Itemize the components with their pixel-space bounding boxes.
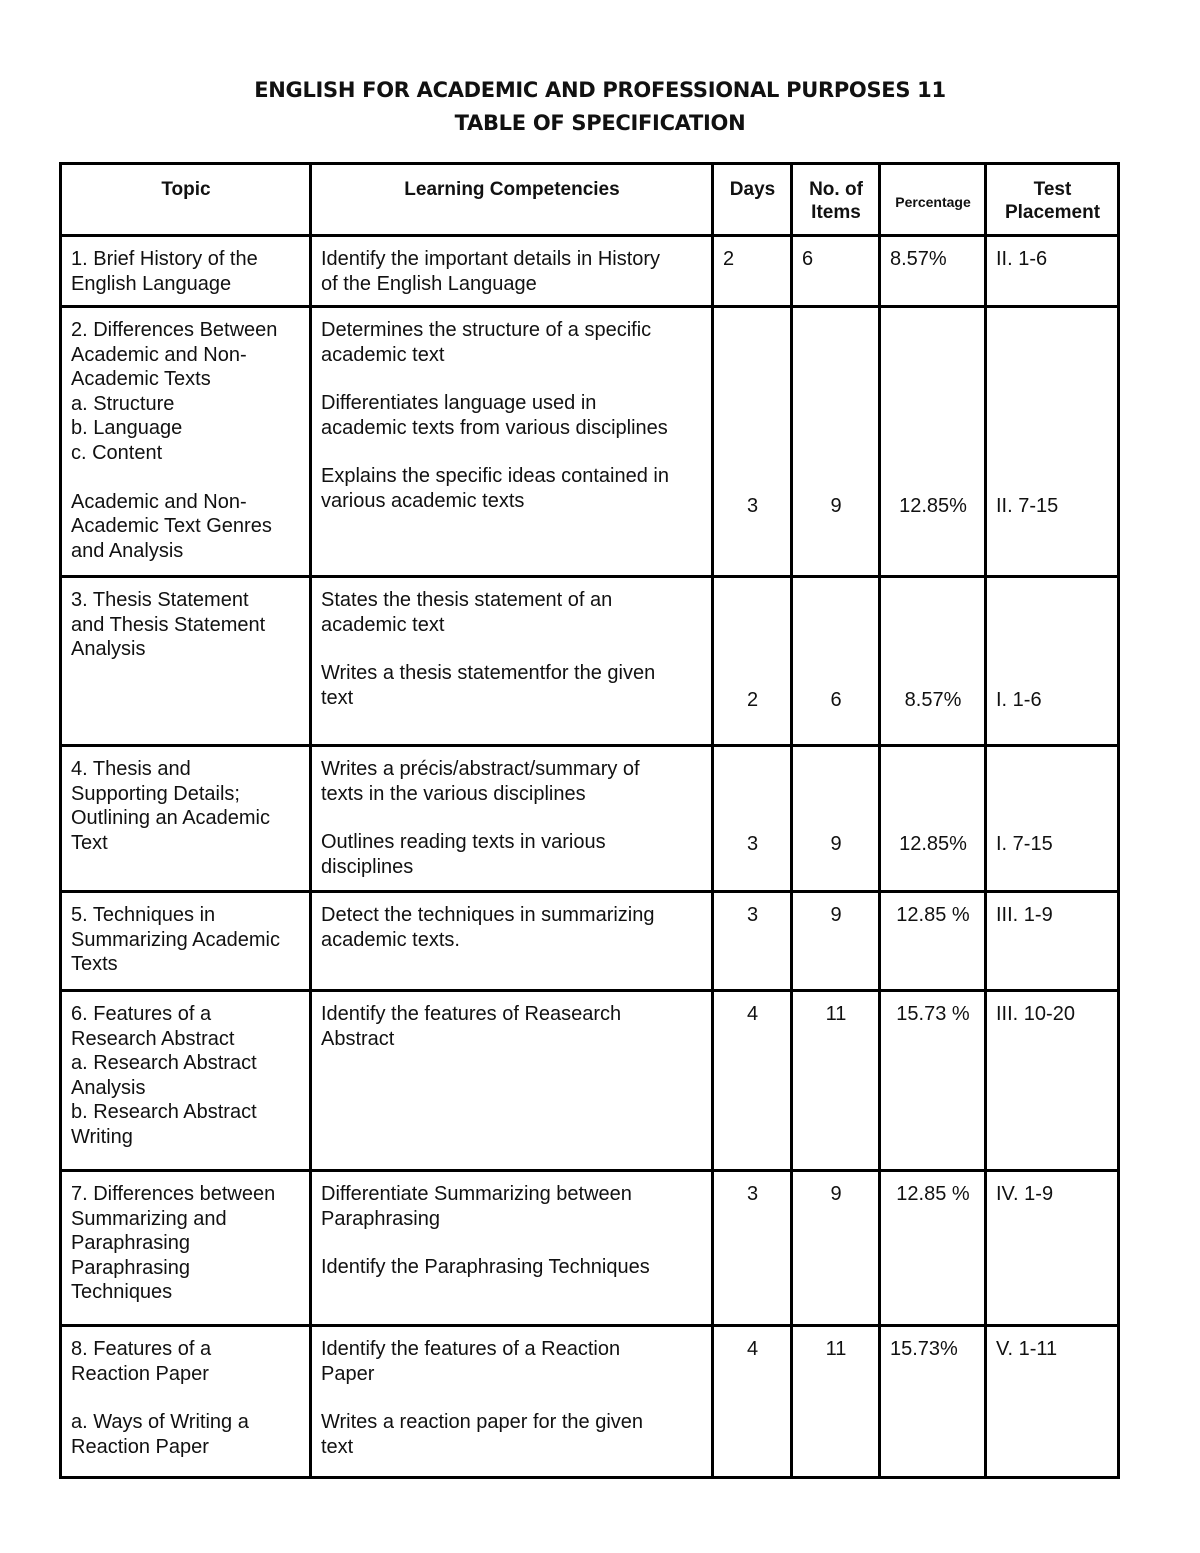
- placement-cell: II. 1-6: [986, 236, 1119, 307]
- topic-line: Reaction Paper: [71, 1362, 209, 1385]
- table-row: [61, 991, 1119, 1171]
- topic-cell: [61, 1171, 311, 1326]
- items-cell: 6: [792, 577, 880, 746]
- topic-line: Supporting Details;: [71, 782, 240, 805]
- header-days: Days: [713, 164, 792, 236]
- topic-line: 4. Thesis and: [71, 758, 191, 780]
- competency-cell: [311, 236, 713, 307]
- competency-line: Paper: [321, 1362, 375, 1385]
- competency-line: Identify the features of Reasearch: [321, 1003, 622, 1025]
- topic-line: b. Language: [71, 417, 183, 440]
- header-percentage: Percentage: [880, 164, 986, 236]
- topic-line: 3. Thesis Statement: [71, 589, 249, 611]
- placement-cell: II. 7-15: [986, 307, 1119, 577]
- header-items-line1: No. of: [809, 179, 863, 200]
- table-row: [61, 236, 1119, 307]
- competency-line: States the thesis statement of an: [321, 589, 613, 611]
- competency-line: Identify the important details in History: [321, 248, 661, 270]
- topic-cell: [61, 892, 311, 991]
- topic-cell: [61, 307, 311, 577]
- competency-line: Differentiates language used in: [321, 392, 597, 415]
- competency-line: disciplines: [321, 855, 414, 878]
- competency-cell: [311, 1171, 713, 1326]
- header-topic: Topic: [61, 164, 311, 236]
- competency-line: academic text: [321, 613, 445, 636]
- header-no-of-items: [792, 164, 880, 236]
- table-row: [61, 1171, 1119, 1326]
- competency-line: various academic texts: [321, 489, 525, 512]
- header-learning-competencies: Learning Competencies: [311, 164, 713, 236]
- items-cell: 9: [792, 1171, 880, 1326]
- table-header-row: [61, 164, 1119, 236]
- topic-line: Academic and Non-: [71, 343, 247, 366]
- topic-line: 6. Features of a: [71, 1003, 212, 1025]
- competency-line: Explains the specific ideas contained in: [321, 465, 669, 488]
- competency-line: Detect the techniques in summarizing: [321, 904, 655, 926]
- percentage-cell: 12.85 %: [880, 1171, 986, 1326]
- days-cell: 3: [713, 1171, 792, 1326]
- competency-line: Determines the structure of a specific: [321, 319, 652, 341]
- competency-line: Writes a reaction paper for the given: [321, 1411, 644, 1434]
- document-subtitle: TABLE OF SPECIFICATION: [454, 111, 746, 135]
- percentage-cell: 12.85 %: [880, 892, 986, 991]
- percentage-cell: 12.85%: [880, 746, 986, 892]
- items-cell: 9: [792, 892, 880, 991]
- percentage-cell: 8.57%: [880, 236, 986, 307]
- topic-line: 2. Differences Between: [71, 319, 278, 341]
- items-cell: 11: [792, 991, 880, 1171]
- items-cell: 9: [792, 307, 880, 577]
- header-placement-line1: Test: [1033, 179, 1072, 200]
- competency-cell: [311, 892, 713, 991]
- topic-line: Paraphrasing: [71, 1256, 190, 1279]
- percentage-cell: 15.73%: [880, 1326, 986, 1478]
- table-row: [61, 746, 1119, 892]
- topic-line: Reaction Paper: [71, 1435, 209, 1458]
- table-row: [61, 1326, 1119, 1478]
- competency-cell: [311, 746, 713, 892]
- competency-line: Writes a thesis statementfor the given: [321, 662, 656, 685]
- competency-cell: [311, 991, 713, 1171]
- days-cell: 2: [713, 236, 792, 307]
- topic-line: Techniques: [71, 1281, 173, 1304]
- topic-line: a. Ways of Writing a: [71, 1411, 249, 1434]
- days-cell: 4: [713, 991, 792, 1171]
- competency-line: Differentiate Summarizing between: [321, 1183, 632, 1205]
- competency-line: Outlines reading texts in various: [321, 831, 606, 854]
- topic-line: and Analysis: [71, 539, 184, 562]
- topic-line: Research Abstract: [71, 1027, 235, 1050]
- topic-cell: [61, 746, 311, 892]
- topic-line: 8. Features of a: [71, 1338, 212, 1360]
- competency-line: text: [321, 1435, 354, 1458]
- days-cell: 2: [713, 577, 792, 746]
- percentage-cell: 15.73 %: [880, 991, 986, 1171]
- competency-line: Writes a précis/abstract/summary of: [321, 758, 640, 780]
- topic-line: Academic Text Genres: [71, 515, 272, 538]
- topic-line: c. Content: [71, 441, 163, 464]
- topic-line: Outlining an Academic: [71, 807, 271, 830]
- competency-line: Identify the features of a Reaction: [321, 1338, 621, 1360]
- placement-cell: III. 10-20: [986, 991, 1119, 1171]
- topic-line: 1. Brief History of the: [71, 248, 258, 270]
- topic-cell: [61, 1326, 311, 1478]
- topic-line: Texts: [71, 953, 118, 976]
- topic-line: Writing: [71, 1125, 133, 1148]
- competency-cell: [311, 307, 713, 577]
- topic-line: b. Research Abstract: [71, 1101, 257, 1124]
- percentage-cell: 8.57%: [880, 577, 986, 746]
- days-cell: 3: [713, 307, 792, 577]
- table-row: [61, 892, 1119, 991]
- specification-table: [59, 162, 1120, 1479]
- header-items-line2: Items: [811, 202, 861, 223]
- competency-line: Paraphrasing: [321, 1207, 440, 1230]
- days-cell: 3: [713, 746, 792, 892]
- days-cell: 3: [713, 892, 792, 991]
- percentage-cell: 12.85%: [880, 307, 986, 577]
- topic-cell: [61, 991, 311, 1171]
- table-row: [61, 577, 1119, 746]
- competency-cell: [311, 577, 713, 746]
- placement-cell: III. 1-9: [986, 892, 1119, 991]
- header-placement-line2: Placement: [1004, 202, 1101, 223]
- topic-cell: [61, 577, 311, 746]
- topic-line: Text: [71, 831, 108, 854]
- topic-line: Academic Texts: [71, 368, 211, 391]
- competency-line: academic texts.: [321, 928, 460, 951]
- topic-line: 7. Differences between: [71, 1183, 276, 1205]
- items-cell: 6: [792, 236, 880, 307]
- placement-cell: V. 1-11: [986, 1326, 1119, 1478]
- competency-line: Identify the Paraphrasing Techniques: [321, 1256, 650, 1279]
- competency-line: Abstract: [321, 1027, 395, 1050]
- topic-line: Analysis: [71, 1076, 146, 1099]
- document-title: ENGLISH FOR ACADEMIC AND PROFESSIONAL PURPOSES 11: [254, 78, 946, 102]
- table-row: [61, 307, 1119, 577]
- placement-cell: IV. 1-9: [986, 1171, 1119, 1326]
- topic-line: 5. Techniques in: [71, 904, 216, 926]
- topic-line: Summarizing Academic: [71, 928, 280, 951]
- competency-line: texts in the various disciplines: [321, 782, 586, 805]
- competency-line: academic text: [321, 343, 445, 366]
- competency-line: of the English Language: [321, 272, 537, 295]
- topic-cell: [61, 236, 311, 307]
- topic-line: Paraphrasing: [71, 1232, 190, 1255]
- topic-line: Analysis: [71, 638, 146, 661]
- topic-line: Summarizing and: [71, 1207, 227, 1230]
- topic-line: Academic and Non-: [71, 490, 247, 513]
- days-cell: 4: [713, 1326, 792, 1478]
- items-cell: 11: [792, 1326, 880, 1478]
- items-cell: 9: [792, 746, 880, 892]
- placement-cell: I. 7-15: [986, 746, 1119, 892]
- topic-line: a. Structure: [71, 392, 175, 415]
- header-test-placement: [986, 164, 1119, 236]
- placement-cell: I. 1-6: [986, 577, 1119, 746]
- topic-line: a. Research Abstract: [71, 1052, 257, 1075]
- topic-line: and Thesis Statement: [71, 613, 266, 636]
- competency-line: academic texts from various disciplines: [321, 416, 668, 439]
- topic-line: English Language: [71, 272, 232, 295]
- competency-cell: [311, 1326, 713, 1478]
- competency-line: text: [321, 686, 354, 709]
